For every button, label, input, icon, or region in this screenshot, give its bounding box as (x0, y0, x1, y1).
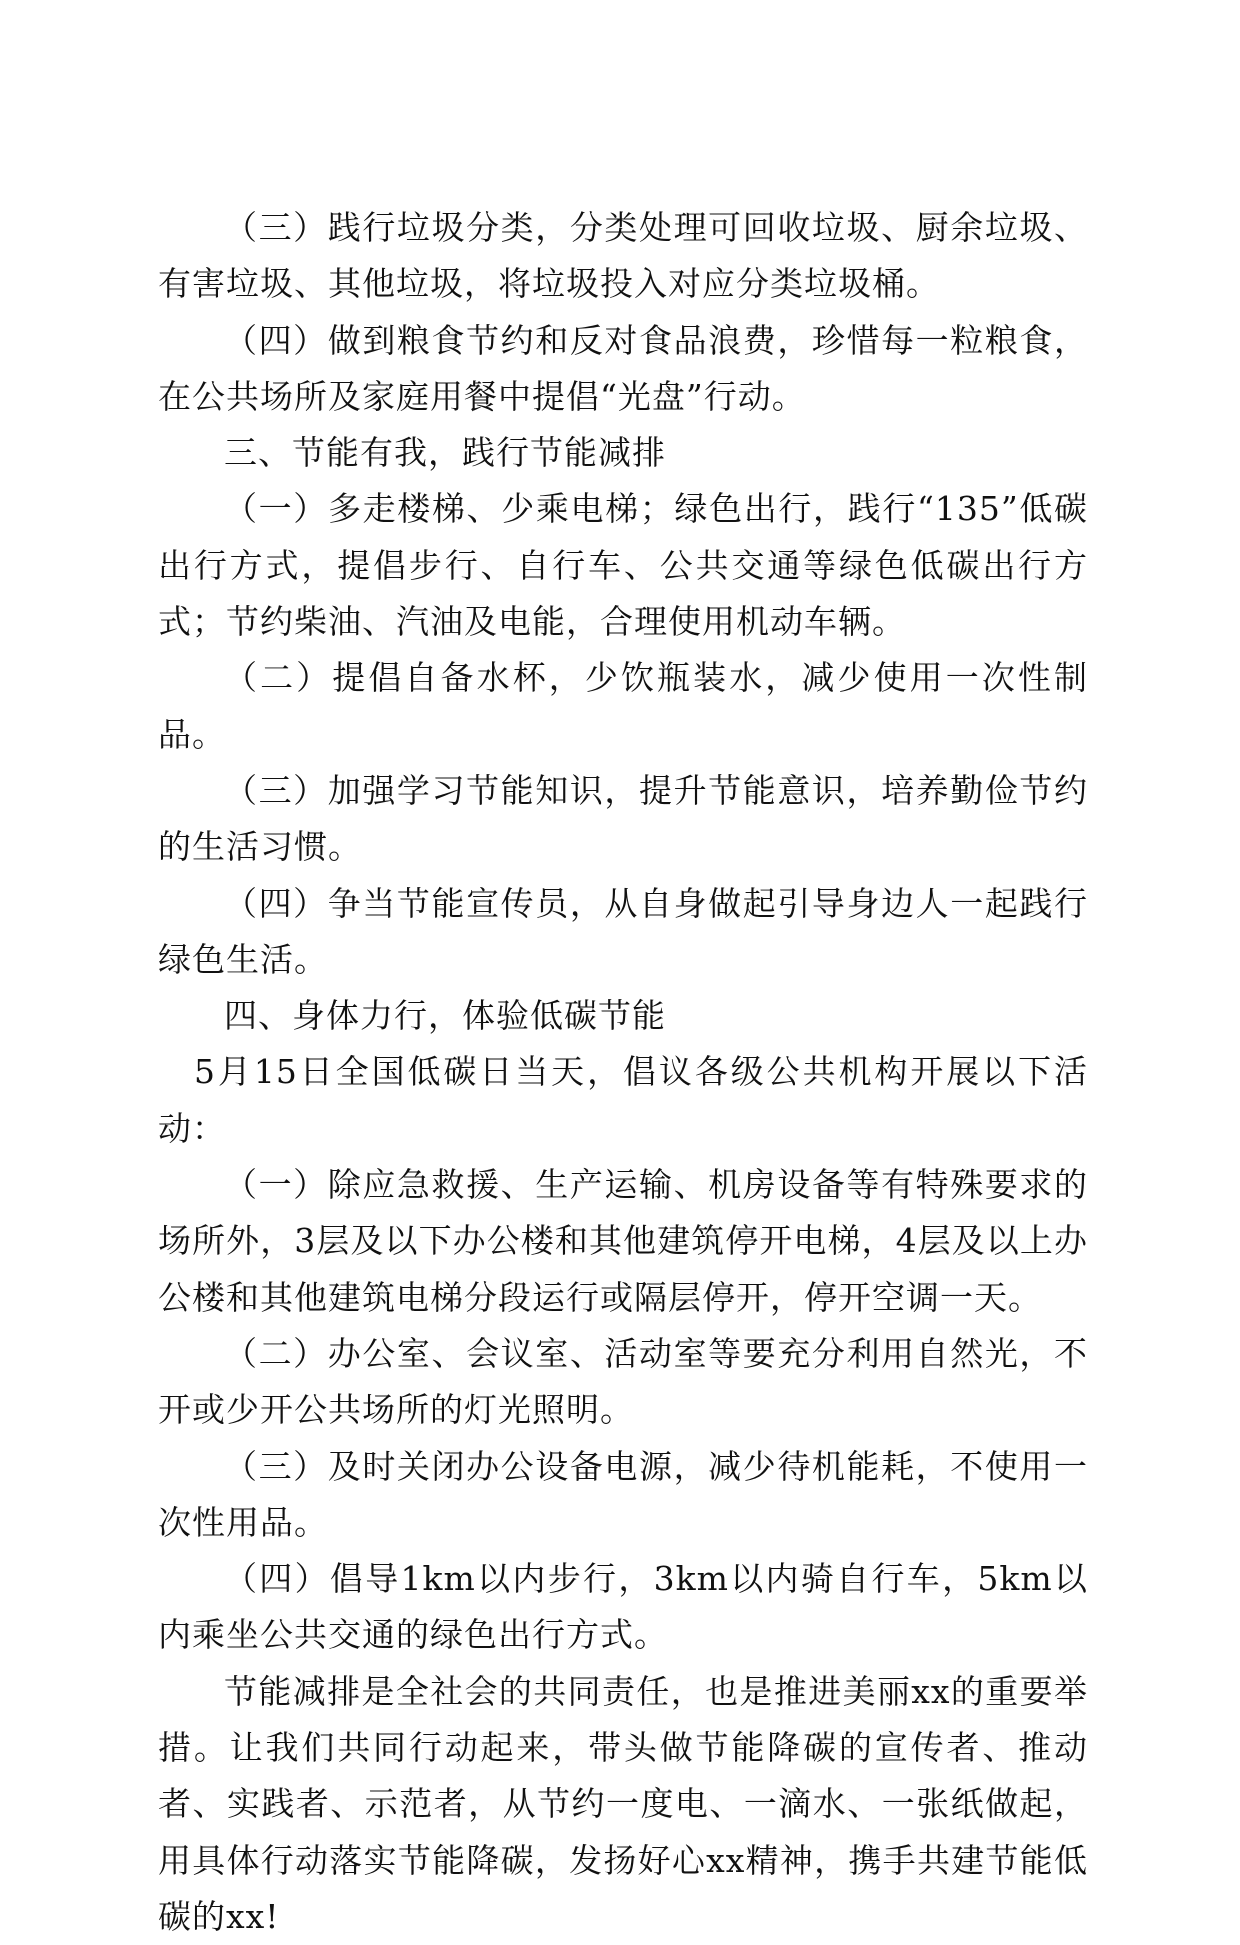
paragraph-standby-power: （三）及时关闭办公设备电源，减少待机能耗，不使用一次性用品。 (158, 1446, 1088, 1542)
paragraph-energy-promoter: （四）争当节能宣传员，从自身做起引导身边人一起践行绿色生活。 (158, 883, 1088, 979)
paragraph-food-saving: （四）做到粮食节约和反对食品浪费，珍惜每一粒粮食，在公共场所及家庭用餐中提倡“光盘”行动。 (158, 320, 1088, 416)
paragraph-closing-call: 节能减排是全社会的共同责任，也是推进美丽xx的重要举措。让我们共同行动起来，带头做节能降碳的宣传者、推动者、实践者、示范者，从节约一度电、一滴水、一张纸做起，用具体行动落实节能降碳，发扬好心xx精神，携手共建节能低碳的xx! (158, 1671, 1088, 1936)
section-heading-low-carbon: 四、身体力行，体验低碳节能 (224, 996, 666, 1036)
paragraph-energy-knowledge: （三）加强学习节能知识，提升节能意识，培养勤俭节约的生活习惯。 (158, 770, 1088, 867)
paragraph-travel-distance: （四）倡导1km以内步行，3km以内骑自行车，5km以内乘坐公共交通的绿色出行方式。 (158, 1559, 1088, 1655)
paragraph-green-travel: （一）多走楼梯、少乘电梯；绿色出行，践行“135”低碳出行方式，提倡步行、自行车、公共交通等绿色低碳出行方式；节约柴油、汽油及电能，合理使用机动车辆。 (158, 489, 1088, 642)
paragraph-water-cup: （二）提倡自备水杯，少饮瓶装水，减少使用一次性制品。 (158, 658, 1088, 754)
paragraph-garbage-sorting: （三）践行垃圾分类，分类处理可回收垃圾、厨余垃圾、有害垃圾、其他垃圾，将垃圾投入对应分类垃圾桶。 (158, 208, 1088, 304)
section-heading-energy-saving: 三、节能有我，践行节能减排 (224, 433, 666, 473)
paragraph-low-carbon-day: 5月15日全国低碳日当天，倡议各级公共机构开展以下活动： (158, 1052, 1088, 1148)
paragraph-elevator-ac: （一）除应急救援、生产运输、机房设备等有特殊要求的场所外，3层及以下办公楼和其他建筑停开电梯，4层及以上办公楼和其他建筑电梯分段运行或隔层停开，停开空调一天。 (158, 1165, 1088, 1317)
document-body (158, 200, 1088, 1945)
paragraph-natural-light: （二）办公室、会议室、活动室等要充分利用自然光，不开或少开公共场所的灯光照明。 (158, 1333, 1088, 1430)
